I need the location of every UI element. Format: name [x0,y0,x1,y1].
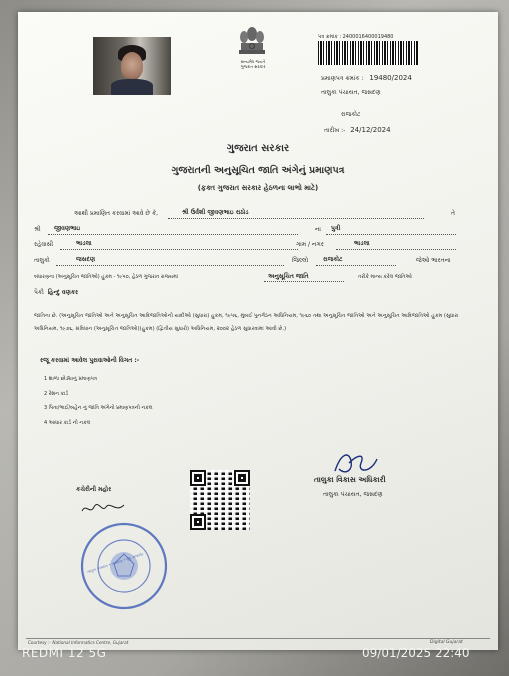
documents-title: રજૂ કરવામાં આવેલ પુરાવાઓની વિગત :- [40,357,140,364]
certificate-document [18,12,498,650]
stamp-text: તાલુકા પંચાયત • જસદણ • જી. રાજકોટ [86,552,145,574]
body-paragraph: જાતિના છે. (અનુસૂચિત જાતિઓ અને અનુસૂચિત આદિજાતિઓની યાદીઓ (સુધારા) હુકમ, ૧૯૫૬, મુંબઈ પુનર્ગઠન અધિનિયમ, ૧૯૬૦ તથા અનુસૂચિત જાતિઓ અને અનુસૂચિત આદિજાતિઓ હુકમ (સુધારા અધિનિયમ, ૧૯૭૬, સંવિધાન (અનુસૂચિત જાતિઓ)(હુકમ) (દ્વિતીય સુધારો) અધિનિયમ, ૨૦૦૨ હેઠળ સુધારવામાં આવી છે.) [34,313,459,332]
government-title: ગુજરાત સરકાર [226,143,290,154]
initials-signature [78,501,128,517]
issuing-office: તાલુકા પંચાયત, જસદણ [321,89,381,96]
barcode [318,41,418,65]
footer-digital-gujarat: Digital Gujarat [430,640,463,645]
locality-value: ભાડલા [76,240,92,247]
certificate-number: 19480/2024 [369,74,412,82]
barcode-number: પત્ર ક્રમાંક : 2400016400019480 [318,34,394,40]
office-stamp-icon [78,520,170,612]
officer-office: તાલુકા પંચાયત, જસદણ [323,491,383,498]
camera-watermark-timestamp: 09/01/2025 22:40 [362,646,470,660]
father-name: જીવણભાઇ [54,225,81,232]
document-item-2: 2 રેશન કાર્ડ [44,391,69,397]
caste-category: અનુસૂચિત જાતિ [268,273,309,280]
issue-date-row [324,126,391,135]
certify-text: આથી પ્રમાણિત કરવામાં આવે છે કે, [74,210,159,217]
qr-code [190,470,250,530]
footer-courtesy: Courtesy :- National Informatics Centre, Gujarat [28,640,129,645]
village-label: ગામ / નગર [296,241,324,248]
issuing-district: રાજકોટ [341,111,361,118]
applicant-photo [93,37,171,95]
certificate-number-row [321,74,412,83]
district-value: રાજકોટ [323,256,343,263]
certificate-number-label: પ્રમાણપત્ર ક્રમાંક : [321,75,364,82]
issue-date: 24/12/2024 [350,126,391,134]
caste-row [34,289,78,297]
camera-watermark-brand: REDMI 12 5G [22,646,107,660]
shri-label: શ્રી [34,226,41,233]
taluka-value: જસદણ [76,256,96,263]
caste-value: હિન્દુ વણકર [47,289,79,296]
certificate-subheading: (ફક્ત ગુજરાત સરકાર હેઠળના લાભો માટે) [197,184,319,192]
document-item-1: 1 શાળા છોડ્યાનું પ્રમાણપત્ર [44,376,97,382]
taluka-label: તાલુકો [34,257,50,264]
certificate-heading: ગુજરાતની અનુસૂચિત જાતિ અંગેનું પ્રમાણપત્ર [171,165,345,176]
applicant-name: શ્રી ઉર્વશી જીવણભાઇ રાઠોડ [182,209,249,216]
relation-label: ના [315,226,321,233]
district-label: જિલ્લો [292,257,309,264]
officer-title: તાલુકા વિકાસ અધિકારી [314,475,386,484]
village-value: ભાડલા [354,240,370,247]
recognized-text: તરીકે માન્ય કરેલ જાતિઓ [358,274,412,280]
caste-prefix: પૈકી [34,289,44,296]
emblem-caption: સત્યમેવ જયતે ગુજરાત સરકાર [240,59,266,69]
officer-signature [331,449,381,477]
document-item-3: 3 પિતા/ભાઈ/બહેન નું જાતિ અંગેનો પ્રમાણપત્રની નકલ [44,405,153,411]
te-label: તે [451,210,455,217]
order-text: બંધારણના (અનુસૂચિત જાતિઓ) હુકમ - ૧૯૫૦, હેઠળ ગુજરાત રાજ્યમાં [34,274,178,280]
locality-label: રહેવાસી [34,241,54,248]
office-seal-label: કચેરીની મહોર [76,486,112,493]
document-item-4: 4 આધાર કાર્ડ ની નકલ [44,420,91,426]
state-label: જેઓ ભારતના [416,257,451,264]
relation-value: પુત્રી [331,225,341,232]
date-label: તારીખ :- [324,127,346,134]
